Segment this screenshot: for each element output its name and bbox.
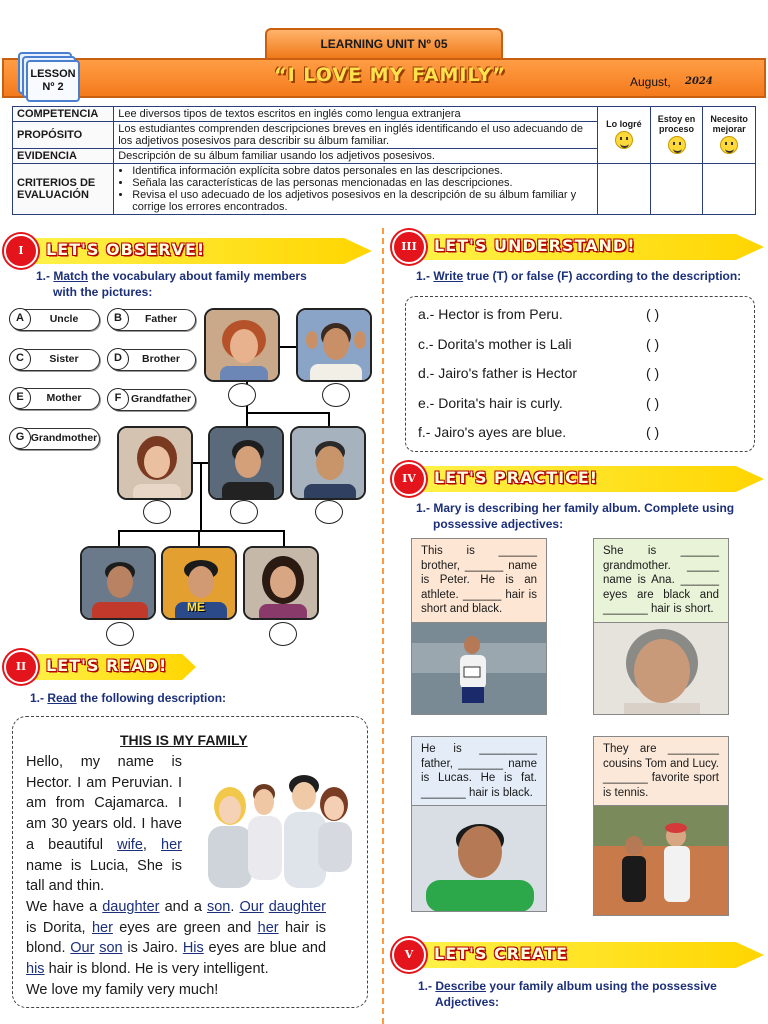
numeral-observe: I — [4, 234, 38, 268]
banner-title-read: LET'S READ! — [46, 656, 168, 675]
vocab-pill-g[interactable]: G Grandmother — [10, 428, 100, 450]
criterios-list — [114, 164, 598, 215]
tf-item: f.- Jairo's ayes are blue. ( ) — [418, 424, 660, 440]
photo-uncle — [290, 426, 366, 500]
numeral-create: V — [392, 938, 426, 972]
date-label: August, — [630, 75, 671, 89]
tf-answer-slot[interactable]: ( ) — [646, 395, 660, 411]
banner-title-create: LET'S CREATE — [434, 944, 569, 963]
competencia-text: Lee diversos tipos de textos escritos en inglés como lengua extranjera — [114, 107, 598, 122]
grin-face-icon — [668, 136, 686, 154]
card-text: They are ________ cousins Tom and Lucy. _______ favorite sport is tennis. — [594, 737, 728, 805]
photo-sister — [243, 546, 319, 620]
date-year: 2024 — [685, 76, 713, 87]
criterio-item: • Revisa el uso adecuado de los adjetivos posesivos en la descripción de su álbum familiar y corrige los errores encontrados. — [132, 189, 593, 213]
photo-grandmother-ana — [594, 622, 728, 714]
card-text: He is _________ father, _______ name is Lucas. He is fat. _______ hair is black. — [412, 737, 546, 805]
column-divider — [382, 228, 384, 1024]
photo-father-lucas — [412, 805, 546, 911]
answer-circle-grandfather[interactable] — [322, 383, 350, 407]
numeral-read: II — [4, 650, 38, 684]
instruction-practice: 1.- Mary is describing her family album. Complete using possessive adjectives: — [416, 501, 735, 531]
competencia-label: COMPETENCIA — [13, 107, 114, 122]
competency-table — [12, 106, 756, 215]
face-header-logre: Lo logré — [598, 107, 651, 164]
instruction-read: 1.- Read the following description: — [30, 691, 227, 705]
check-cell[interactable] — [598, 164, 651, 215]
vocab-pill-f[interactable]: F Grandfather — [108, 389, 196, 411]
photo-me — [161, 546, 237, 620]
banner-observe — [4, 234, 372, 268]
tf-item: d.- Jairo's father is Hector ( ) — [418, 365, 660, 381]
photo-athlete — [412, 622, 546, 714]
photo-father — [208, 426, 284, 500]
evidencia-label: EVIDENCIA — [13, 149, 114, 164]
card-text: She is ______ grandmother. _____ name is Ana. ______ eyes are black and _______ hair is short. — [594, 539, 728, 622]
photo-mother — [117, 426, 193, 500]
learning-unit-tab: LEARNING UNIT Nº 05 — [265, 28, 503, 58]
photo-grandmother — [204, 308, 280, 382]
practice-card-cousins — [593, 736, 729, 916]
instruction-understand: 1.- Write true (T) or false (F) according to the description: — [416, 269, 742, 283]
banner-practice — [392, 462, 764, 496]
face-header-proceso: Estoy en proceso — [650, 107, 703, 164]
evidencia-text: Descripción de su álbum familiar usando los adjetivos posesivos. — [114, 149, 598, 164]
happy-face-icon — [615, 131, 633, 149]
practice-card-brother — [411, 538, 547, 715]
practice-card-father — [411, 736, 547, 912]
vocab-pill-e[interactable]: E Mother — [10, 388, 100, 410]
criterios-label: CRITERIOS DE EVALUACIÓN — [13, 164, 114, 215]
tf-answer-slot[interactable]: ( ) — [646, 424, 660, 440]
tf-answer-slot[interactable]: ( ) — [646, 365, 660, 381]
answer-circle-sister[interactable] — [269, 622, 297, 646]
answer-circle-father[interactable] — [230, 500, 258, 524]
banner-read — [4, 650, 196, 684]
smile-face-icon — [720, 136, 738, 154]
photo-cousins-tennis — [594, 805, 728, 915]
practice-card-grandmother — [593, 538, 729, 715]
card-text: This is ______ brother, ______ name is Peter. He is an athlete. ______ hair is short and black. — [412, 539, 546, 622]
answer-circle-mother[interactable] — [143, 500, 171, 524]
instruction-observe: 1.- Match the vocabulary about family members with the pictures: — [36, 269, 307, 299]
lesson-badge — [18, 52, 80, 102]
banner-title-understand: LET'S UNDERSTAND! — [434, 236, 636, 255]
proposito-text: Los estudiantes comprenden descripciones breves en inglés identificando el uso adecuando de los adjetivos posesivos para describir su álbum familiar. — [114, 122, 598, 149]
tf-answer-slot[interactable]: ( ) — [646, 306, 660, 322]
reading-text: Hello, my name is Hector. I am Peruvian. I am from Cajamarca. I am 30 years old. I have a beautiful wife, her name is Lucia, She is tall and thin. We have a daughter and a son. Our daughter is Dorita, her eyes are green and her hair is blond. Our son is Jairo. His eyes are blue and his hair is blond. He is very intelligent. We love my family very much! — [26, 754, 327, 998]
criterio-item: • Señala las características de las personas mencionadas en las descripciones. — [132, 177, 593, 189]
banner-create — [392, 938, 764, 972]
banner-title-observe: LET'S OBSERVE! — [46, 240, 206, 259]
tf-item: c.- Dorita's mother is Lali ( ) — [418, 336, 660, 352]
photo-brother — [80, 546, 156, 620]
banner-title-practice: LET'S PRACTICE! — [434, 468, 599, 487]
numeral-practice: IV — [392, 462, 426, 496]
vocab-pill-d[interactable]: D Brother — [108, 349, 196, 371]
me-label: ME — [187, 600, 205, 614]
proposito-label: PROPÓSITO — [13, 122, 114, 149]
answer-circle-uncle[interactable] — [315, 500, 343, 524]
face-header-mejorar: Necesito mejorar — [703, 107, 756, 164]
photo-grandfather — [296, 308, 372, 382]
lesson-label: LESSON Nº 2 — [26, 60, 80, 102]
answer-circle-grandmother[interactable] — [228, 383, 256, 407]
reading-title: THIS IS MY FAMILY — [120, 732, 248, 748]
vocab-pill-b[interactable]: B Father — [108, 309, 196, 331]
tf-answer-slot[interactable]: ( ) — [646, 336, 660, 352]
check-cell[interactable] — [703, 164, 756, 215]
tf-item: e.- Dorita's hair is curly. ( ) — [418, 395, 660, 411]
check-cell[interactable] — [650, 164, 703, 215]
page-title: “I LOVE MY FAMILY” — [274, 64, 506, 86]
tf-item: a.- Hector is from Peru. ( ) — [418, 306, 660, 322]
vocab-pill-a[interactable]: A Uncle — [10, 309, 100, 331]
banner-understand — [392, 230, 764, 264]
vocab-pill-c[interactable]: C Sister — [10, 349, 100, 371]
answer-circle-brother[interactable] — [106, 622, 134, 646]
numeral-understand: III — [392, 230, 426, 264]
instruction-create: 1.- Describe your family album using the possessive Adjectives: — [418, 979, 717, 1009]
criterio-item: • Identifica información explícita sobre datos personales en las descripciones. — [132, 165, 593, 177]
